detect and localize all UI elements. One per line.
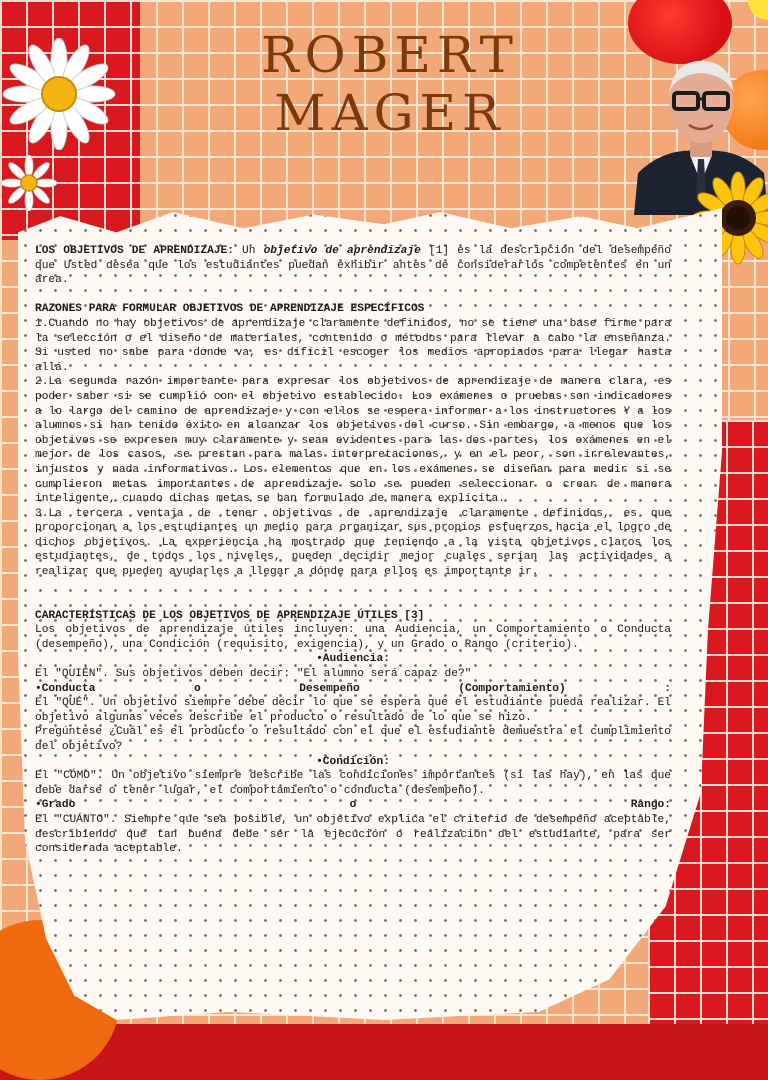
audiencia-title: •Audiencia:: [316, 653, 390, 666]
daisy-icon: [0, 38, 118, 150]
conducta-title: •Conducta o Desempeño (Comportamiento) :: [35, 682, 671, 695]
intro-term: objetivo de aprendizaje: [263, 245, 421, 257]
audiencia-text: El "QUIÉN". Sus objetivos deben decir: "El alumno será capaz de?": [35, 668, 472, 681]
title-line-2: MAGER: [274, 84, 506, 142]
intro-heading: LOS OBJETIVOS DE APRENDIZAJE:: [35, 245, 234, 257]
razones-paragraph-2: 2.La segunda razón importante para expresar los objetivos de aprendizaje de manera clara, es poder saber si se cumplió con el objetivo establecido. Los exámenes o pruebas son indicadores a lo largo del camino de aprendizaje y con ellos se espera informar a los instructores Y a los alumnos si han tenido éxito en alcanzar los objetivos del curso. Sin embargo, a menos que los objetivos se expresen muy claramente y sean evidentes para las dos partes, los exámenes en el mejor de los casos, se prestan para malas interpretaciones, y en el peor, son irrelevantes, injustos y nada informativos. Los elementos que en los exámenes se diseñan para medir si se cumplieron metas importantes de aprendizaje solo se pueden seleccionar o crear de manera inteligente, cuando dichas metas se han formulado de manera explícita.: [35, 376, 671, 506]
caracteristicas-heading: CARACTERÍSTICAS DE LOS OBJETIVOS DE APRENDIZAJE ÚTILES [3]: [35, 609, 425, 622]
page-title: [180, 26, 600, 142]
conducta-text-2: Pregúntese ¿Cuál es el producto o resultado con el que el estudiante demuestra el cumplimiento del objetivo?: [35, 726, 671, 753]
conducta-text-1: El "QUÉ". Un objetivo siempre debe decir lo que se espera que el estudiante pueda realizar. El objetivo algunas veces describe el producto o resultado de lo que se hizo.: [35, 697, 671, 724]
intro-paragraph: LOS OBJETIVOS DE APRENDIZAJE: Un objetivo de aprendizaje [1] es la descripción del desempeño que Usted desea que los estudiantes puedan exhibir antes de considerarlos competentes en un área.: [35, 245, 671, 287]
title-line-1: ROBERT: [261, 26, 519, 84]
condicion-title: •Condición:: [316, 755, 390, 768]
razones-heading: RAZONES PARA FORMULAR OBJETIVOS DE APRENDIZAJE ESPECÍFICOS: [35, 303, 425, 316]
document-body: [35, 244, 671, 857]
razones-paragraph-1: 1.Cuando no hay objetivos de aprendizaje claramente definidos, no se tiene una base firme para la selección o el diseño de materiales, contenido o métodos para llevar a cabo la enseñanza. Si usted no sabe para donde va, es difícil escoger los medios apropiados para llegar hasta allá.: [35, 317, 671, 374]
daisy-small-icon: [0, 155, 58, 211]
grado-title: •Grado o Rango:: [35, 799, 671, 812]
condicion-text: El "CÓMO". Un objetivo siempre describe las condiciones importantes (si las hay), en las que debe darse o tener lugar, el comportamiento o conducta (desempeño).: [35, 770, 671, 797]
grado-text: El "CUÁNTO". Siempre que sea posible, un objetivo explica el criterio de desempeño aceptable, describiendo qué tan buena debe ser la ejecución o realización del estudiante, para ser considerada aceptable.: [35, 813, 671, 856]
razones-paragraph-3: 3.La tercera ventaja de tener objetivos de aprendizaje claramente definidos, es que proporcionan a los estudiantes un medio para organizar sus propios esfuerzos hacia el logro de dichos objetivos. La experiencia ha mostrado que teniendo a la vista objetivos claros los estudiantes, de todos los niveles, pueden decidir mejor cuales serían las actividades a realizar que pueden ayudarles a llegar a dónde para ellos es importante ir.: [35, 507, 671, 579]
caracteristicas-intro: Los objetivos de aprendizaje útiles incluyen: una Audiencia, un Comportamiento o Conducta (desempeño), una Condición (requisito, exigencia), y un Grado o Rango (criterio).: [35, 624, 671, 651]
